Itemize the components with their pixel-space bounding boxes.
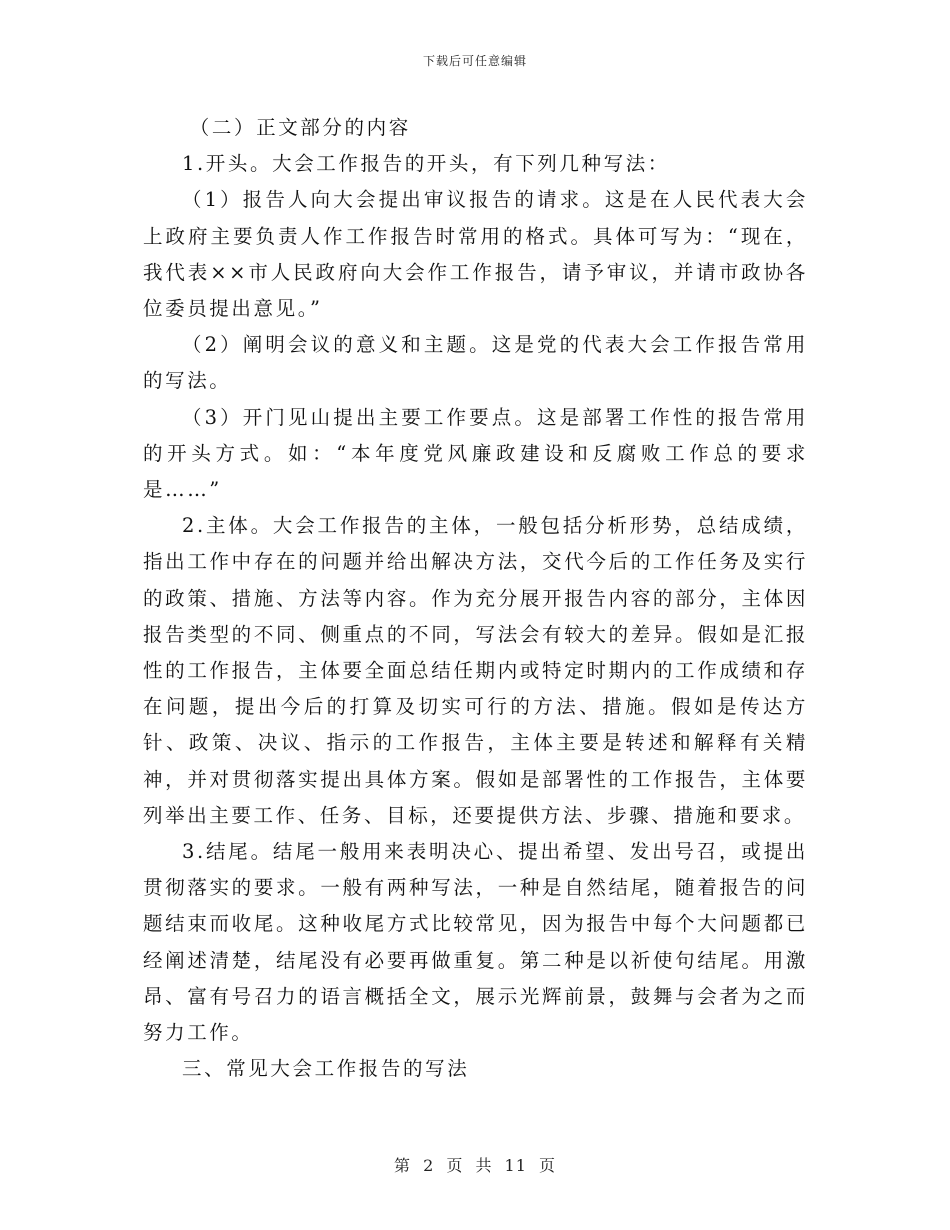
paragraph: 3.结尾。结尾一般用来表明决心、提出希望、发出号召，或提出贯彻落实的要求。一般有两种写法，一种是自然结尾，随着报告的问题结束而收尾。这种收尾方式比较常见，因为报告中每个大问题都已经阐述清楚，结尾没有必要再做重复。第二种是以祈使句结尾。用激昂、富有号召力的语言概括全文，展示光辉前景，鼓舞与会者为之而努力工作。 — [143, 840, 808, 1045]
section-heading: （二）正文部分的内容 — [189, 116, 411, 139]
paragraph: （3）开门见山提出主要工作要点。这是部署工作性的报告常用的开头方式。如：“本年度党风廉政建设和反腐败工作总的要求是……” — [143, 405, 808, 502]
page-header: 下载后可任意编辑 — [422, 54, 527, 68]
paragraph: （1）报告人向大会提出审议报告的请求。这是在人民代表大会上政府主要负责人作工作报告时常用的格式。具体可写为：“现在，我代表××市人民政府向大会作工作报告，请予审议，并请市政协各位委员提出意见。” — [143, 188, 808, 321]
paragraph: （2）阐明会议的意义和主题。这是党的代表大会工作报告常用的写法。 — [143, 333, 808, 393]
page-footer: 第 2 页 共 11 页 — [394, 1156, 556, 1175]
section-heading: 三、常见大会工作报告的写法 — [182, 1057, 470, 1081]
paragraph: 2.主体。大会工作报告的主体，一般包括分析形势，总结成绩，指出工作中存在的问题并给出解决方法，交代今后的工作任务及实行的政策、措施、方法等内容。作为充分展开报告内容的部分，主体因报告类型的不同、侧重点的不同，写法会有较大的差异。假如是汇报性的工作报告，主体要全面总结任期内或特定时期内的工作成绩和存在问题，提出今后的打算及切实可行的方法、措施。假如是传达方针、政策、决议、指示的工作报告，主体主要是转述和解释有关精神，并对贯彻落实提出具体方案。假如是部署性的工作报告，主体要列举出主要工作、任务、目标，还要提供方法、步骤、措施和要求。 — [143, 514, 808, 827]
paragraph: 1.开头。大会工作报告的开头，有下列几种写法： — [182, 152, 670, 176]
document-body — [143, 110, 808, 1087]
